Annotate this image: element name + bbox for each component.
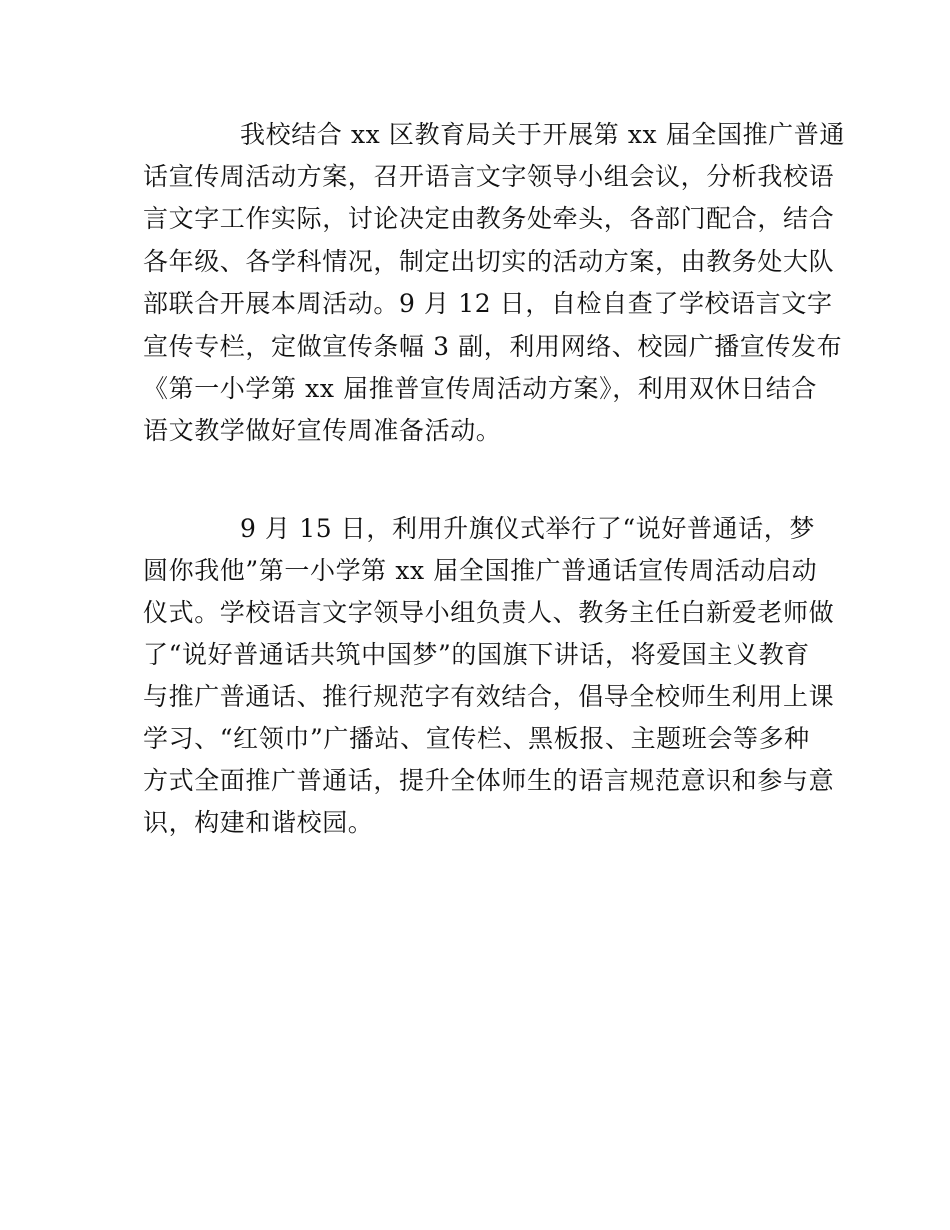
paragraph-line: 了“说好普通话共筑中国梦”的国旗下讲话，将爱国主义教育 [143,640,810,669]
paragraph-line: 各年级、各学科情况，制定出切实的活动方案，由教务处大队 [143,247,835,276]
paragraph-line: 言文字工作实际，讨论决定由教务处牵头，各部门配合，结合 [143,204,835,233]
paragraph-line: 9 月 15 日，利用升旗仪式举行了“说好普通话，梦 [240,514,815,543]
paragraph-line: 《第一小学第 xx 届推普宣传周活动方案》，利用双休日结合 [143,374,817,403]
paragraph-line: 圆你我他”第一小学第 xx 届全国推广普通话宣传周活动启动 [143,556,818,585]
paragraph-line: 话宣传周活动方案，召开语言文字领导小组会议，分析我校语 [143,162,835,191]
paragraph-line: 学习、“红领巾”广播站、宣传栏、黑板报、主题班会等多种 [143,724,810,753]
paragraph-line: 仪式。学校语言文字领导小组负责人、教务主任白新爱老师做 [143,598,835,627]
paragraph-line: 部联合开展本周活动。9 月 12 日，自检自查了学校语言文字 [143,289,833,318]
paragraph-line: 识，构建和谐校园。 [143,808,374,837]
paragraph-line: 我校结合 xx 区教育局关于开展第 xx 届全国推广普通 [240,120,845,149]
paragraph-line: 方式全面推广普通话，提升全体师生的语言规范意识和参与意 [143,766,835,795]
paragraph-line: 宣传专栏，定做宣传条幅 3 副，利用网络、校园广播宣传发布 [143,332,843,361]
paragraph-line: 语文教学做好宣传周准备活动。 [143,416,502,445]
paragraph-line: 与推广普通话、推行规范字有效结合，倡导全校师生利用上课 [143,682,835,711]
